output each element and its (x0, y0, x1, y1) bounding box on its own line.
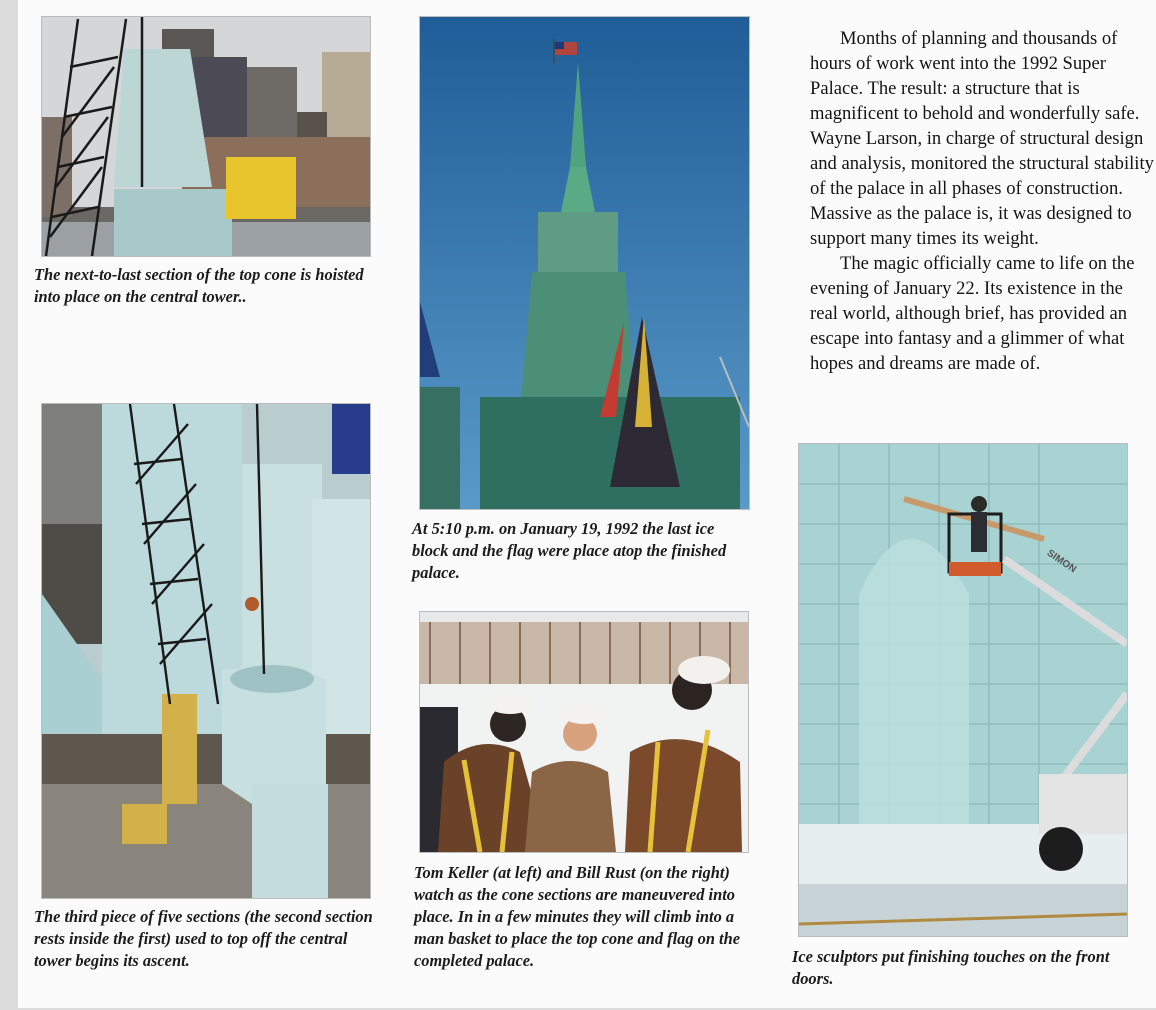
photo-crane-ascent (42, 404, 370, 898)
caption-cone-hoist: The next-to-last section of the top cone is hoisted into place on the central tower.. (34, 265, 364, 306)
lift-brand-label: SIMON (1044, 547, 1079, 576)
brochure-page (18, 0, 1156, 1008)
photo-cone-hoist (42, 17, 370, 256)
photo-workers (420, 612, 748, 852)
body-paragraph-1: Months of planning and thousands of hours of work went into the 1992 Super Palace. The result: a structure that is magnificent to behold and wonderfully safe. Wayne Larson, in charge of structural design and analysis, monitored the structural stability of the palace in all phases of construction. Massive as the palace is, it was designed to support many times its weight. (810, 28, 1154, 249)
body-text (810, 26, 1155, 376)
caption-front-doors: Ice sculptors put finishing touches on the front doors. (792, 947, 1110, 988)
photo-front-doors (799, 444, 1127, 936)
photo-palace-tower (420, 17, 749, 509)
caption-workers: Tom Keller (at left) and Bill Rust (on the right) watch as the cone sections are maneuvered into place. In in a few minutes they will climb into a man basket to place the top cone and flag on the completed palace. (414, 863, 740, 970)
caption-crane-ascent: The third piece of five sections (the second section rests inside the first) used to top off the central tower begins its ascent. (34, 907, 373, 970)
caption-palace-tower: At 5:10 p.m. on January 19, 1992 the last ice block and the flag were place atop the finished palace. (412, 519, 727, 582)
body-paragraph-2: The magic officially came to life on the evening of January 22. Its existence in the real world, although brief, has provided an escape into fantasy and a glimmer of what hopes and dreams are made of. (810, 253, 1135, 374)
